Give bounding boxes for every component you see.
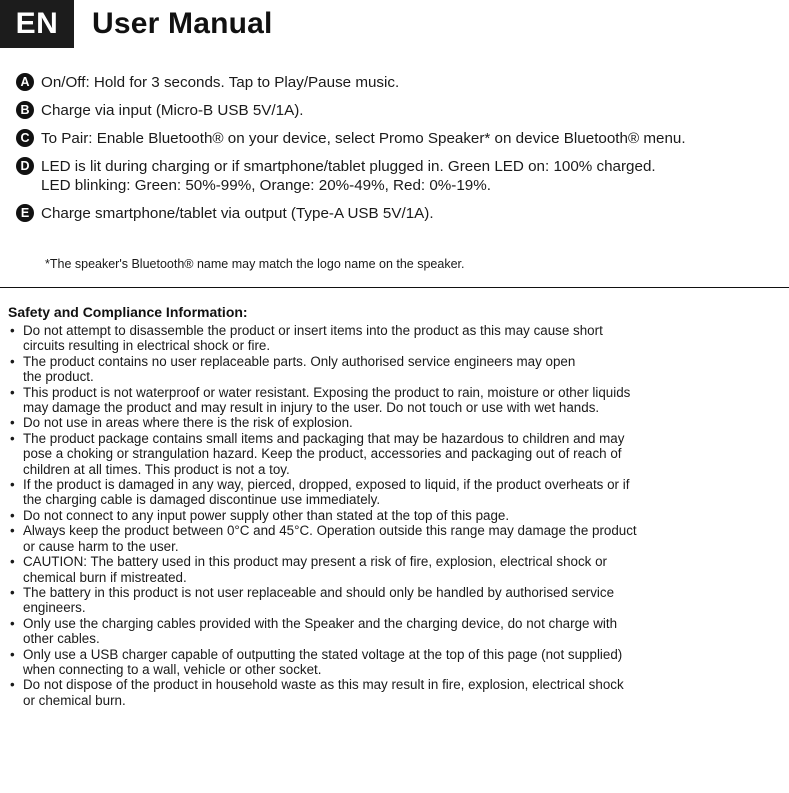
- safety-item-line: Do not use in areas where there is the risk of explosion.: [23, 415, 353, 431]
- safety-item: [8, 323, 783, 354]
- safety-item: [8, 385, 783, 416]
- feature-item: [16, 157, 776, 195]
- safety-item-line: chemical burn if mistreated.: [23, 569, 187, 585]
- bullet-icon: •: [10, 430, 15, 446]
- bullet-icon: •: [10, 523, 15, 539]
- header: [0, 0, 273, 48]
- safety-item-line: The product contains no user replaceable parts. Only authorised service engineers may open: [23, 353, 576, 369]
- safety-item: [8, 585, 783, 616]
- safety-item: [8, 616, 783, 647]
- safety-item-line: Do not attempt to disassemble the product or insert items into the product as this may cause short: [23, 323, 603, 338]
- safety-item: [8, 477, 783, 508]
- safety-item-line: or chemical burn.: [23, 692, 126, 708]
- safety-item-line: when connecting to a wall, vehicle or other socket.: [23, 661, 322, 677]
- feature-marker-icon: C: [16, 129, 34, 147]
- feature-marker-icon: A: [16, 73, 34, 91]
- safety-item-line: circuits resulting in electrical shock or fire.: [23, 338, 271, 354]
- page-title: User Manual: [92, 7, 273, 40]
- safety-item: [8, 354, 783, 385]
- bullet-icon: •: [10, 615, 15, 631]
- feature-text: [41, 204, 434, 223]
- safety-item-line: This product is not waterproof or water resistant. Exposing the product to rain, moisture or other liquids: [23, 384, 631, 400]
- feature-text: [41, 129, 686, 148]
- feature-item: [16, 101, 776, 120]
- safety-item-line: Only use a USB charger capable of outputting the stated voltage at the top of this page (not supplied): [23, 646, 623, 662]
- safety-item-line: pose a choking or strangulation hazard. Keep the product, accessories and packaging out of reach of: [23, 446, 622, 462]
- safety-item: [8, 508, 783, 523]
- safety-item-line: the charging cable is damaged discontinue use immediately.: [23, 492, 381, 508]
- feature-text-line: Charge via input (Micro-B USB 5V/1A).: [41, 102, 304, 119]
- bullet-icon: •: [10, 353, 15, 369]
- safety-item-line: Always keep the product between 0°C and 45°C. Operation outside this range may damage the product: [23, 523, 637, 539]
- bullet-icon: •: [10, 477, 15, 493]
- feature-text: [41, 101, 304, 120]
- safety-item: [8, 677, 783, 708]
- feature-marker-icon: B: [16, 101, 34, 119]
- safety-item-line: Do not dispose of the product in household waste as this may result in fire, explosion, electrical shock: [23, 677, 624, 693]
- safety-item-line: The product package contains small items and packaging that may be hazardous to children and may: [23, 430, 625, 446]
- feature-text-line: On/Off: Hold for 3 seconds. Tap to Play/Pause music.: [41, 74, 400, 91]
- bullet-icon: •: [10, 646, 15, 662]
- safety-section: [8, 304, 783, 708]
- bullet-icon: •: [10, 584, 15, 600]
- section-divider: [0, 287, 789, 288]
- feature-item: [16, 204, 776, 223]
- safety-item: [8, 554, 783, 585]
- feature-text-line: LED is lit during charging or if smartphone/tablet plugged in. Green LED on: 100% charged.: [41, 158, 656, 175]
- feature-text: [41, 73, 399, 92]
- footnote: *The speaker's Bluetooth® name may match the logo name on the speaker.: [45, 257, 465, 271]
- bullet-icon: •: [10, 415, 15, 431]
- safety-list: [8, 323, 783, 708]
- feature-item: [16, 129, 776, 148]
- safety-item-line: The battery in this product is not user replaceable and should only be handled by authorised service: [23, 584, 615, 600]
- bullet-icon: •: [10, 554, 15, 570]
- safety-item-line: CAUTION: The battery used in this product may present a risk of fire, explosion, electrical shock or: [23, 554, 607, 570]
- feature-text-line: Charge smartphone/tablet via output (Type-A USB 5V/1A).: [41, 205, 434, 222]
- safety-item: [8, 431, 783, 477]
- bullet-icon: •: [10, 677, 15, 693]
- safety-item: [8, 523, 783, 554]
- safety-item-line: may damage the product and may result in injury to the user. Do not touch or use with wet hands.: [23, 400, 600, 416]
- feature-list: [16, 73, 776, 223]
- safety-item-line: children at all times. This product is not a toy.: [23, 461, 290, 477]
- feature-text: [41, 157, 656, 195]
- safety-heading: Safety and Compliance Information:: [8, 304, 248, 320]
- safety-item: [8, 647, 783, 678]
- safety-item-line: or cause harm to the user.: [23, 538, 179, 554]
- safety-item: [8, 415, 783, 430]
- safety-item-line: If the product is damaged in any way, pierced, dropped, exposed to liquid, if the product overheats or if: [23, 477, 630, 493]
- bullet-icon: •: [10, 384, 15, 400]
- bullet-icon: •: [10, 507, 15, 523]
- feature-marker-icon: E: [16, 204, 34, 222]
- safety-item-line: Do not connect to any input power supply other than stated at the top of this page.: [23, 507, 510, 523]
- safety-item-line: engineers.: [23, 600, 86, 616]
- feature-text-line: To Pair: Enable Bluetooth® on your device, select Promo Speaker* on device Bluetooth® menu.: [41, 130, 686, 147]
- feature-marker-icon: D: [16, 157, 34, 175]
- safety-item-line: the product.: [23, 369, 94, 385]
- feature-item: [16, 73, 776, 92]
- safety-item-line: Only use the charging cables provided with the Speaker and the charging device, do not charge with: [23, 615, 618, 631]
- language-badge: EN: [0, 0, 74, 48]
- feature-text-line: LED blinking: Green: 50%-99%, Orange: 20%-49%, Red: 0%-19%.: [41, 177, 491, 194]
- bullet-icon: •: [10, 323, 15, 338]
- safety-item-line: other cables.: [23, 631, 100, 647]
